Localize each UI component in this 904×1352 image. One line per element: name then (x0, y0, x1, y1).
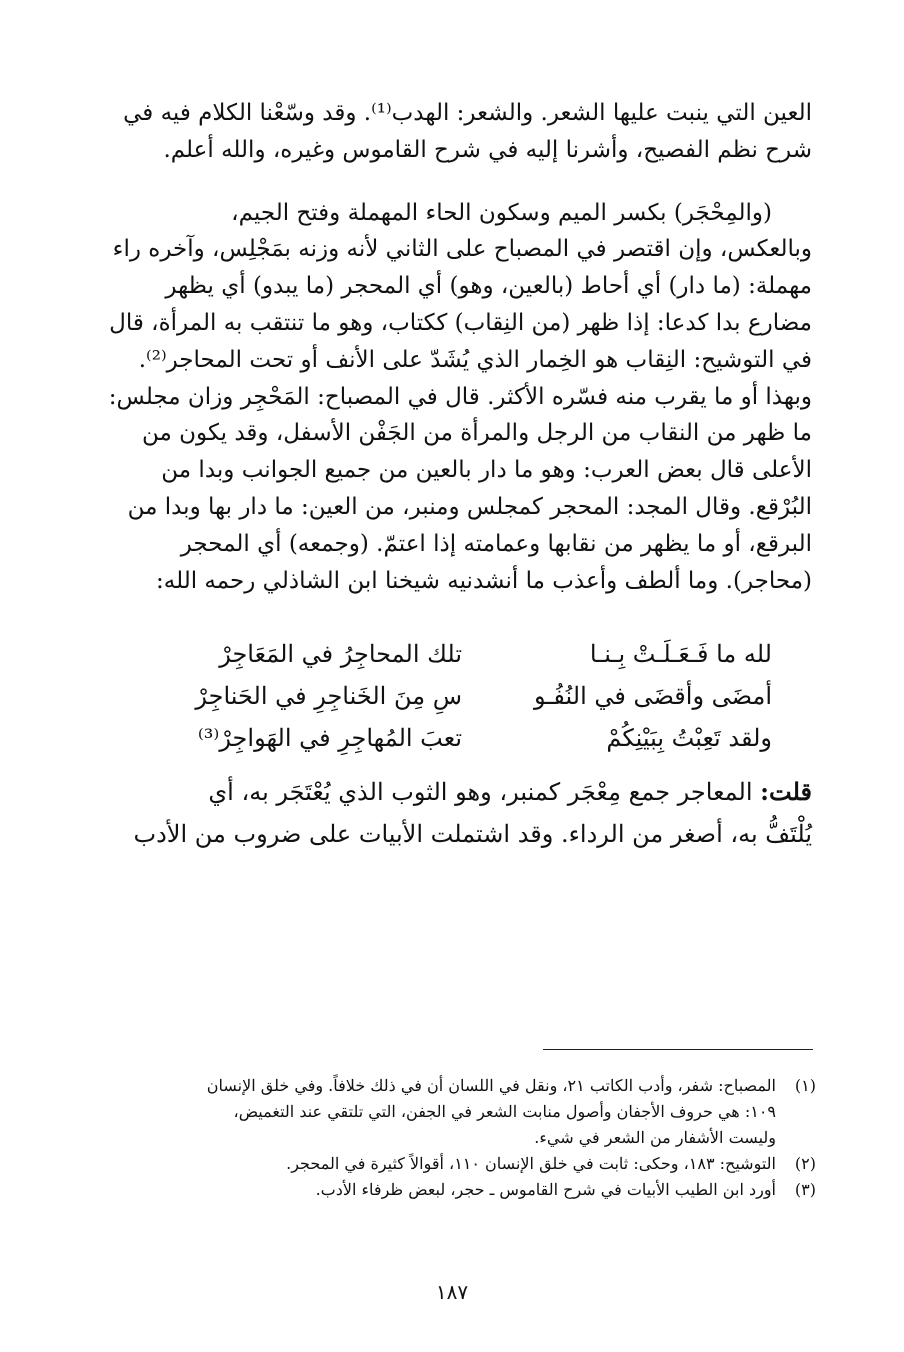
footnote-number: (١) (794, 1076, 816, 1095)
verse-first-hemistich: أمضَى وأقضَى في النُفُـو (533, 682, 772, 711)
text-line: وبالعكس، وإن اقتصر في المصباح على الثاني لأنه وزنه بمَجْلِس، وآخره راء (112, 236, 812, 263)
text-line: وبهذا أو ما يقرب منه فسّره الأكثر. قال في المصباح: المَحْجِر وزان مجلس: (108, 383, 812, 410)
text-line: العين التي ينبت عليها الشعر. والشعر: الهدب⁽¹⁾. وقد وسّعْنا الكلام فيه في (123, 100, 812, 126)
text-line: مهملة: (ما دار) أي أحاط (بالعين، وهو) أي المحجر (ما يبدو) أي يظهر (165, 273, 812, 300)
paragraph-1 (100, 95, 812, 169)
footnote-line: التوشيح: ١٨٣، وحكى: ثابت في خلق الإنسان ١١٠، أقوالاً كثيرة في المحجر. (286, 1154, 776, 1173)
text-line: مضارع بدا كدعا: إذا ظهر (من النِقاب) ككتاب، وهو ما تنتقب به المرأة، قال (109, 309, 812, 336)
text-line: شرح نظم الفصيح، وأشرنا إليه في شرح القاموس وغيره، والله أعلم. (163, 136, 812, 163)
footnote-text (116, 1073, 776, 1151)
text-line: (والمِحْجَر) بكسر الميم وسكون الحاء المهملة وفتح الجيم، (231, 199, 772, 226)
verse-second-hemistich: تعبَ المُهاجِرِ في الهَواجِرْ⁽³⁾ (197, 724, 462, 753)
paragraph-3 (100, 771, 812, 855)
text-line: البُرْقع. وقال المجد: المحجر كمجلس ومنبر، من العين: ما دار بها وبدا من (127, 493, 812, 520)
qultu-lead: قلت: (760, 777, 812, 807)
footnote (116, 1151, 816, 1177)
verse-line (100, 633, 772, 675)
footnote-line: ١٠٩: هي حروف الأجفان وأصول منابت الشعر في الجفن، التي تلتقي عند التغميض، (233, 1102, 776, 1121)
verse-second-hemistich: تلك المحاجِرُ في المَعَاجِرْ (219, 640, 462, 669)
footnotes (116, 1073, 816, 1203)
footnote (116, 1177, 816, 1203)
text-line: الأعلى قال بعض العرب: وهو ما دار بالعين من جميع الجوانب وبدا من (161, 457, 812, 484)
footnote-separator (543, 1049, 813, 1050)
text-line: في التوشيح: النِقاب هو الخِمار الذي يُشَدّ على الأنف أو تحت المحاجر⁽²⁾. (138, 346, 812, 373)
page-number: ١٨٧ (435, 1280, 469, 1304)
footnote-number: (٣) (794, 1180, 816, 1199)
text-line: ما ظهر من النقاب من الرجل والمرأة من الجَفْن الأسفل، وقد يكون من (142, 420, 812, 447)
verse-second-hemistich: سِ مِنَ الخَناجِرِ في الحَناجِرْ (195, 682, 462, 711)
verse-first-hemistich: لله ما فَـعَـلَـتْ بِـنـا (589, 640, 772, 669)
poem (100, 633, 812, 759)
footnote-line: أورد ابن الطيب الأبيات في شرح القاموس ـ حجر، لبعض ظرفاء الأدب. (315, 1180, 776, 1199)
text-line: (محاجر). وما ألطف وأعذب ما أنشدنيه شيخنا ابن الشاذلي رحمه الله: (156, 567, 812, 594)
page-body (100, 95, 812, 855)
footnote-text (116, 1151, 776, 1177)
verse-line (100, 675, 772, 717)
text-line (100, 771, 812, 813)
text-line: يُلْتَفُّ به، أصغر من الرداء. وقد اشتملت الأبيات على ضروب من الأدب (133, 820, 812, 849)
text-line: البرقع، أو ما يظهر من نقابها وعمامته إذا اعتمّ. (وجمعه) أي المحجر (180, 530, 812, 557)
verse-first-hemistich: ولقد تَعِبْتُ بِبَيْنِكُمْ (606, 724, 772, 753)
paragraph-2 (100, 195, 812, 600)
footnote (116, 1073, 816, 1151)
footnote-line: وليست الأشفار من الشعر في شيء. (534, 1128, 776, 1147)
verse-line (100, 717, 772, 759)
footnote-text (116, 1177, 776, 1203)
footnote-number: (٢) (794, 1154, 816, 1173)
footnote-line: المصباح: شفر، وأدب الكاتب ٢١، ونقل في اللسان أن في ذلك خلافاً. وفي خلق الإنسان (206, 1076, 776, 1095)
text-span: المعاجر جمع مِعْجَر كمنبر، وهو الثوب الذي يُعْتَجَر به، أي (208, 778, 753, 807)
